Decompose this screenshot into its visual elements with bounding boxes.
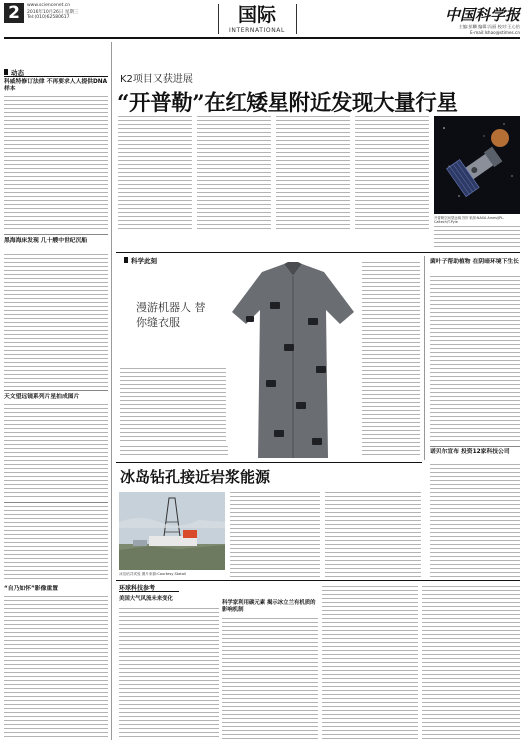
sidebar-item-body — [4, 254, 108, 388]
feature-title: 漫游机器人 替你缝衣服 — [136, 301, 206, 329]
sidebar-item-title: 天文望远镜系列片星拍成图片 — [4, 394, 80, 400]
feature-body-col3 — [362, 262, 420, 458]
story-body-col1 — [118, 116, 192, 232]
right-divider — [430, 446, 520, 447]
env-col1-title: 美国大气风流未来变化 — [119, 596, 173, 602]
story-body-col4 — [355, 116, 429, 232]
sidebar-divider — [4, 234, 108, 235]
feature-label-marker — [124, 257, 128, 263]
env-col2-title: 科学家利用碳元素 揭示冰立兰有机质的影响机制 — [222, 600, 316, 613]
newspaper-logo: 中国科学报 — [444, 6, 520, 24]
story-rule — [116, 252, 520, 253]
right-column-rule — [424, 256, 425, 460]
sidebar-divider — [4, 390, 108, 391]
sidebar-column-rule — [111, 42, 112, 740]
feature-body-left — [120, 368, 228, 444]
editor-line: 主编:彭麟 编辑:冯丽 校对:王心怡 — [458, 24, 520, 29]
env-label-text: 环球科技参考 — [119, 585, 156, 592]
sidebar-divider — [4, 502, 108, 503]
date-line: 2016年10月26日 星期三 — [27, 10, 79, 15]
drilling-image-caption: 冰岛钻井试验 图片来源:Courtesy Statoil — [119, 572, 187, 576]
sidebar-header — [4, 68, 108, 77]
sidebar-item-body — [4, 506, 108, 582]
shirt-icon — [226, 262, 360, 458]
right-story2-body — [430, 464, 520, 578]
kepler-image-caption: 开普勒空间望远镜 图片来源:NASA Ames/JPL-Caltech/T.Pyle — [434, 216, 505, 225]
feature-rule — [116, 462, 422, 463]
story-kicker: K2项目又获进展 — [120, 74, 193, 85]
right-story1-body — [430, 276, 520, 444]
page-number: 2 — [4, 3, 24, 23]
env-col3-body — [322, 586, 418, 740]
section-title: 国际 — [237, 4, 276, 26]
sidebar-item-body — [4, 596, 108, 740]
env-col4-body — [422, 586, 520, 740]
feature-label-text: 科学此刻 — [131, 257, 157, 265]
feature-body-col2 — [120, 446, 228, 456]
story-body-col2 — [197, 116, 271, 232]
sidebar-item-title: 黑海海床发现 几十艘中世纪沉船 — [4, 238, 88, 244]
story-body-col3 — [276, 116, 350, 232]
sidebar-item-body — [4, 96, 108, 232]
sidebar-item-body — [4, 404, 108, 500]
sidebar-item-title: “自乃如怀”影像重置 — [4, 586, 58, 592]
editor-email[interactable]: E-mail:lshao@stimes.cn — [470, 30, 520, 35]
ice-rule — [116, 580, 520, 581]
env-column-label — [119, 583, 179, 592]
shirt-robot-image — [226, 262, 360, 458]
site-url[interactable]: www.sciencenet.cn — [27, 3, 71, 8]
ice-headline: 冰岛钻孔接近岩浆能源 — [120, 468, 271, 486]
drilling-rig-icon — [119, 492, 225, 570]
sidebar-header-label: 动态 — [11, 69, 24, 77]
right-story2-title: 诺贝尔宣布 投资12家科技公司 — [430, 449, 510, 455]
ice-body-col2 — [325, 492, 421, 578]
kepler-telescope-icon — [434, 116, 520, 214]
tel-line: Tel:(010)62580617 — [27, 15, 70, 20]
sidebar-item-title: 科威特修订法律 不再要求人人提供DNA样本 — [4, 79, 108, 92]
section-subtitle: INTERNATIONAL — [229, 27, 285, 34]
story-body-col5 — [434, 226, 520, 250]
sidebar-header-marker — [4, 69, 8, 75]
env-col2-body — [222, 618, 318, 740]
env-col1-body — [119, 608, 219, 740]
kepler-image — [434, 116, 520, 214]
section-divider-right — [296, 4, 297, 34]
section-divider-left — [218, 4, 219, 34]
right-story1-title: 菌叶子帮助植物 在阴暗环境下生长 — [430, 259, 519, 265]
story-headline: “开普勒”在红矮星附近发现大量行星 — [117, 91, 458, 116]
ice-body-col1 — [230, 492, 320, 578]
masthead-rule — [4, 37, 520, 39]
drilling-image — [119, 492, 225, 570]
